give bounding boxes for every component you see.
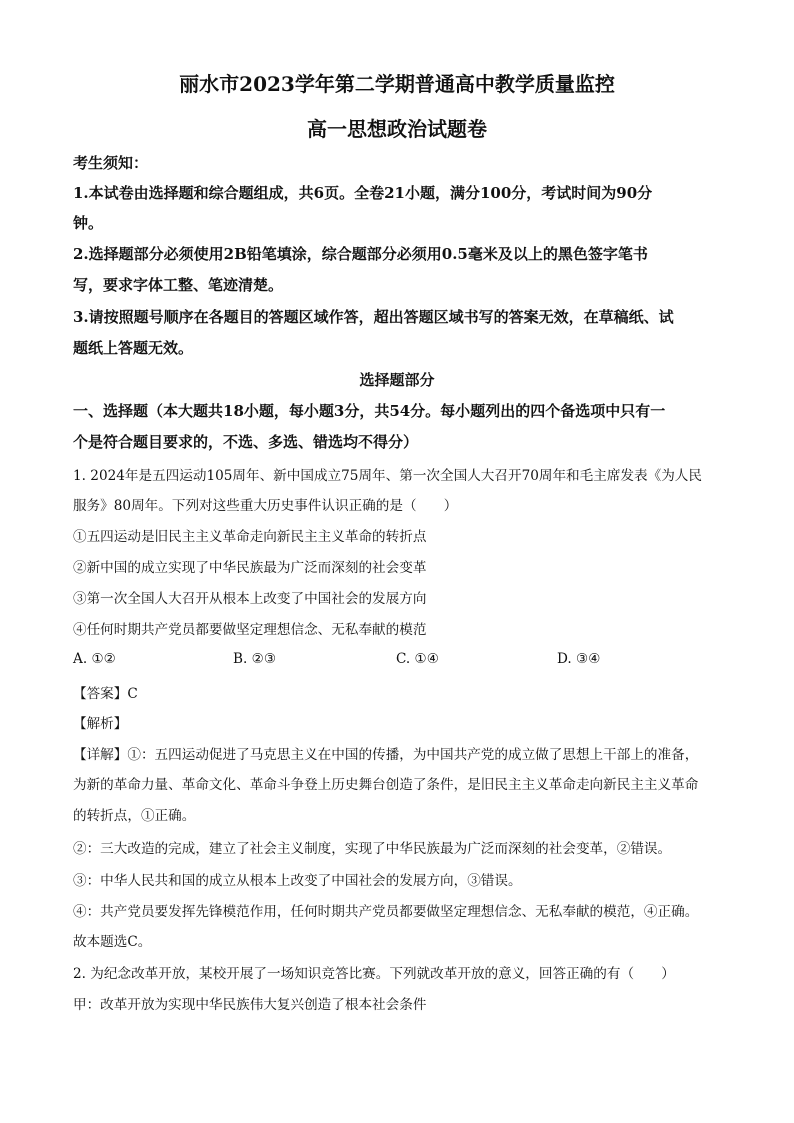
notice-item-3-cont: 题纸上答题无效。 bbox=[73, 339, 194, 357]
q1-stem-cont: 服务》80周年。下列对这些重大历史事件认识正确的是（ ） bbox=[73, 498, 458, 514]
q1-detail-4: ④：共产党员要发挥先锋模范作用，任何时期共产党员都要做坚定理想信念、无私奉献的模范，④正确。 bbox=[73, 904, 699, 920]
q1-option-a: A. ①② bbox=[73, 651, 116, 667]
q1-detail-1: 【详解】①：五四运动促进了马克思主义在中国的传播，为中国共产党的成立做了思想上干部上的准备， bbox=[73, 747, 699, 763]
q1-detail-3: ③：中华人民共和国的成立从根本上改变了中国社会的发展方向，③错误。 bbox=[73, 873, 522, 889]
q1-statement-3: ③第一次全国人大召开从根本上改变了中国社会的发展方向 bbox=[73, 591, 427, 607]
q1-detail-2: ②：三大改造的完成，建立了社会主义制度，实现了中华民族最为广泛而深刻的社会变革，②错误。 bbox=[73, 841, 672, 857]
q1-detail-1-cont: 为新的革命力量、革命文化、革命斗争登上历史舞台创造了条件，是旧民主主义革命走向新民主主义革命 bbox=[73, 777, 699, 793]
q1-detail-1-end: 的转折点，①正确。 bbox=[73, 808, 196, 824]
q1-statement-4: ④任何时期共产党员都要做坚定理想信念、无私奉献的模范 bbox=[73, 622, 427, 638]
q2-statement-jia: 甲：改革开放为实现中华民族伟大复兴创造了根本社会条件 bbox=[73, 997, 427, 1013]
q1-statement-2: ②新中国的成立实现了中华民族最为广泛而深刻的社会变革 bbox=[73, 560, 427, 576]
q1-option-c: C. ①④ bbox=[396, 651, 439, 667]
notice-item-1: 1.本试卷由选择题和综合题组成，共6页。全卷21小题，满分100分，考试时间为90分 bbox=[73, 184, 653, 202]
q1-option-d: D. ③④ bbox=[557, 651, 601, 667]
q1-answer: 【答案】C bbox=[73, 686, 138, 702]
section-intro: 一、选择题（本大题共18小题，每小题3分，共54分。每小题列出的四个备选项中只有一 bbox=[73, 402, 666, 420]
page-subtitle: 高一思想政治试题卷 bbox=[307, 117, 487, 141]
notice-item-2-cont: 写，要求字体工整、笔迹清楚。 bbox=[73, 276, 284, 294]
page-title: 丽水市2023学年第二学期普通高中教学质量监控 bbox=[179, 72, 615, 96]
q1-conclusion: 故本题选C。 bbox=[73, 934, 152, 950]
section-intro-cont: 个是符合题目要求的，不选、多选、错选均不得分） bbox=[73, 433, 419, 451]
q1-option-b: B. ②③ bbox=[233, 651, 277, 667]
q1-analysis-label: 【解析】 bbox=[73, 716, 128, 732]
notice-heading: 考生须知： bbox=[73, 154, 149, 172]
q2-stem: 2. 为纪念改革开放，某校开展了一场知识竞答比赛。下列就改革开放的意义，回答正确的有（ ） bbox=[73, 966, 675, 982]
notice-item-2: 2.选择题部分必须使用2B铅笔填涂，综合题部分必须用0.5毫米及以上的黑色签字笔书 bbox=[73, 245, 648, 263]
notice-item-3: 3.请按照题号顺序在各题目的答题区域作答，超出答题区域书写的答案无效，在草稿纸、试 bbox=[73, 308, 674, 326]
q1-statement-1: ①五四运动是旧民主主义革命走向新民主主义革命的转折点 bbox=[73, 529, 427, 545]
notice-item-1-cont: 钟。 bbox=[73, 214, 104, 232]
q1-stem: 1. 2024年是五四运动105周年、新中国成立75周年、第一次全国人大召开70周年和毛主席发表《为人民 bbox=[73, 468, 702, 484]
section-title: 选择题部分 bbox=[359, 371, 435, 389]
